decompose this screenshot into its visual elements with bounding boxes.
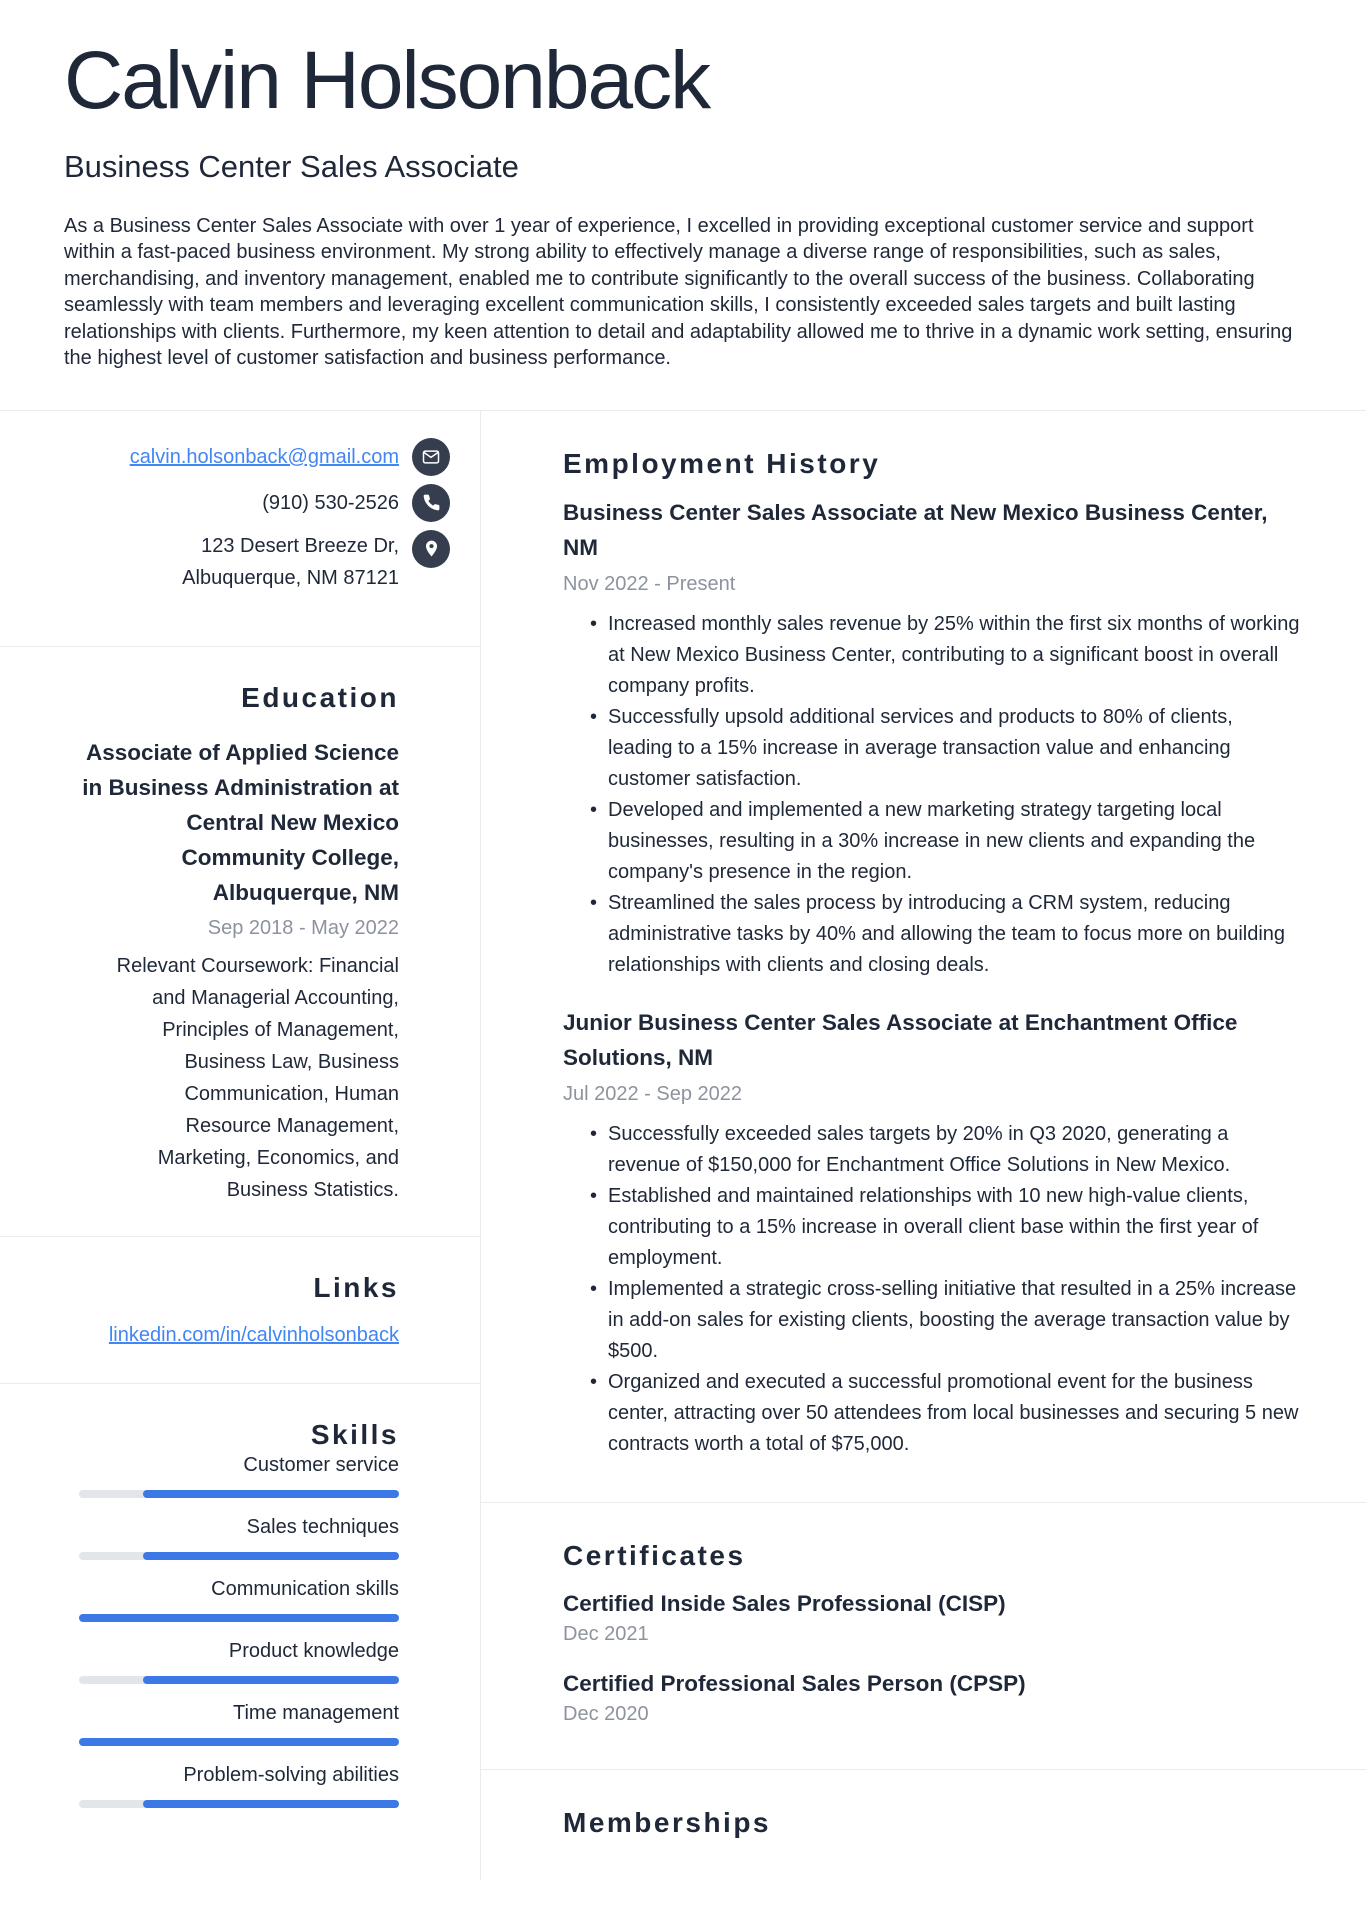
main-column [481, 411, 1366, 1880]
certificate-date: Dec 2020 [563, 1702, 649, 1725]
address-line-2: Albuquerque, NM 87121 [182, 566, 399, 589]
job-dates: Jul 2022 - Sep 2022 [563, 1082, 743, 1105]
skill-item [40, 1700, 399, 1746]
skill-item [40, 1638, 399, 1684]
job-title: Junior Business Center Sales Associate at Enchantment Office Solutions, NM [563, 1009, 1238, 1070]
resume-body [0, 411, 1366, 1880]
skill-bar [79, 1552, 399, 1560]
job-bullet: • Established and maintained relationships with 10 new high-value clients, contributing to a 15% increase in overall client base within the first year of employment. [563, 1181, 1302, 1274]
memberships-heading: Memberships [563, 1806, 771, 1838]
skill-bar-fill [143, 1490, 399, 1498]
phone-number: (910) 530-2526 [262, 491, 399, 514]
skill-bar-fill [79, 1614, 399, 1622]
sidebar [0, 411, 481, 1880]
employment-heading: Employment History [563, 447, 881, 479]
job-bullet: • Implemented a strategic cross-selling initiative that resulted in a 25% increase in add-on sales for existing clients, boosting the average transaction value by $500. [563, 1274, 1302, 1367]
job-bullet: • Successfully upsold additional services and products to 80% of clients, leading to a 15% increase in average transaction value and enhancing customer satisfaction. [563, 702, 1302, 795]
skill-bar-fill [143, 1800, 399, 1808]
skill-bar [79, 1676, 399, 1684]
contact-section [0, 411, 480, 647]
links-heading: Links [313, 1271, 399, 1303]
skill-bar [79, 1490, 399, 1498]
job-bullet-list [563, 1119, 1302, 1460]
job-entry [563, 495, 1302, 981]
candidate-name: Calvin Holsonback [64, 35, 710, 126]
skill-bar [79, 1800, 399, 1808]
job-bullet: • Streamlined the sales process by introducing a CRM system, reducing administrative tasks by 40% and allowing the team to focus more on building relationships with clients and closing deals. [563, 888, 1302, 981]
skill-bar [79, 1738, 399, 1746]
memberships-section [481, 1770, 1366, 1880]
resume-header [0, 0, 1366, 411]
job-title: Business Center Sales Associate at New Mexico Business Center, NM [563, 499, 1268, 560]
skill-label: Problem-solving abilities [183, 1763, 399, 1786]
skills-heading: Skills [310, 1418, 399, 1450]
certificate-title: Certified Inside Sales Professional (CISP) [563, 1590, 1006, 1616]
certificates-heading: Certificates [563, 1539, 746, 1571]
certificates-section [481, 1503, 1366, 1770]
email-link[interactable]: calvin.holsonback@gmail.com [129, 445, 399, 468]
address-line-1: 123 Desert Breeze Dr, [201, 534, 399, 557]
email-row [30, 438, 450, 476]
certificate-entry [563, 1589, 1302, 1647]
links-section [0, 1237, 480, 1384]
phone-row [30, 484, 450, 522]
education-dates: Sep 2018 - May 2022 [207, 916, 399, 939]
degree-title: Associate of Applied Science in Business Administration at Central New Mexico Community College, Albuquerque, NM [82, 739, 399, 905]
phone-icon [412, 484, 450, 522]
job-bullet: • Developed and implemented a new marketing strategy targeting local businesses, resulting in a 30% increase in new clients and expanding the company's presence in the region. [563, 795, 1302, 888]
profile-summary: As a Business Center Sales Associate with over 1 year of experience, I excelled in providing exceptional customer service and support within a fast-paced business environment. My strong ability to effectively manage a diverse range of responsibilities, such as sales, merchandising, and inventory management, enabled me to contribute significantly to the overall success of the business. Collaborating seamlessly with team members and leveraging excellent communication skills, I consistently exceeded sales targets and built lasting relationships with clients. Furthermore, my keen attention to detail and adaptability allowed me to thrive in a dynamic work setting, ensuring the highest level of customer satisfaction and business performance. [64, 214, 1293, 370]
job-bullet: • Successfully exceeded sales targets by 20% in Q3 2020, generating a revenue of $150,000 for Enchantment Office Solutions in New Mexico. [563, 1119, 1302, 1181]
job-bullet-list [563, 609, 1302, 981]
skill-bar-fill [143, 1676, 399, 1684]
education-section [0, 647, 480, 1237]
skill-bar-fill [79, 1738, 399, 1746]
certificate-title: Certified Professional Sales Person (CPSP) [563, 1670, 1026, 1696]
job-dates: Nov 2022 - Present [563, 572, 736, 595]
envelope-icon [412, 438, 450, 476]
skill-item [40, 1514, 399, 1560]
location-pin-icon [412, 530, 450, 568]
skill-bar-fill [143, 1552, 399, 1560]
education-heading: Education [241, 681, 399, 713]
skill-label: Communication skills [211, 1577, 399, 1600]
certificate-date: Dec 2021 [563, 1622, 649, 1645]
certificate-entry [563, 1669, 1302, 1727]
job-bullet: • Increased monthly sales revenue by 25% within the first six months of working at New Mexico Business Center, contributing to a significant boost in overall company profits. [563, 609, 1302, 702]
skill-item [40, 1452, 399, 1498]
address-row [30, 530, 450, 594]
linkedin-link[interactable]: linkedin.com/in/calvinholsonback [108, 1323, 399, 1346]
skill-label: Product knowledge [228, 1639, 399, 1662]
skill-label: Time management [233, 1701, 399, 1724]
skill-item [40, 1576, 399, 1622]
skill-label: Sales techniques [246, 1515, 399, 1538]
skills-section [0, 1384, 480, 1844]
skill-item [40, 1762, 399, 1808]
job-bullet: • Organized and executed a successful promotional event for the business center, attracting over 50 attendees from local businesses and securing 5 new contracts worth a total of $75,000. [563, 1367, 1302, 1460]
skill-label: Customer service [243, 1453, 399, 1476]
coursework-text: Relevant Coursework: Financial and Managerial Accounting, Principles of Management, Business Law, Business Communication, Human Resource Management, Marketing, Economics, and Business Statistics. [116, 954, 399, 1201]
candidate-job-title: Business Center Sales Associate [64, 148, 519, 184]
employment-section [481, 411, 1366, 1503]
job-entry [563, 1005, 1302, 1460]
skill-bar [79, 1614, 399, 1622]
address [182, 530, 399, 594]
